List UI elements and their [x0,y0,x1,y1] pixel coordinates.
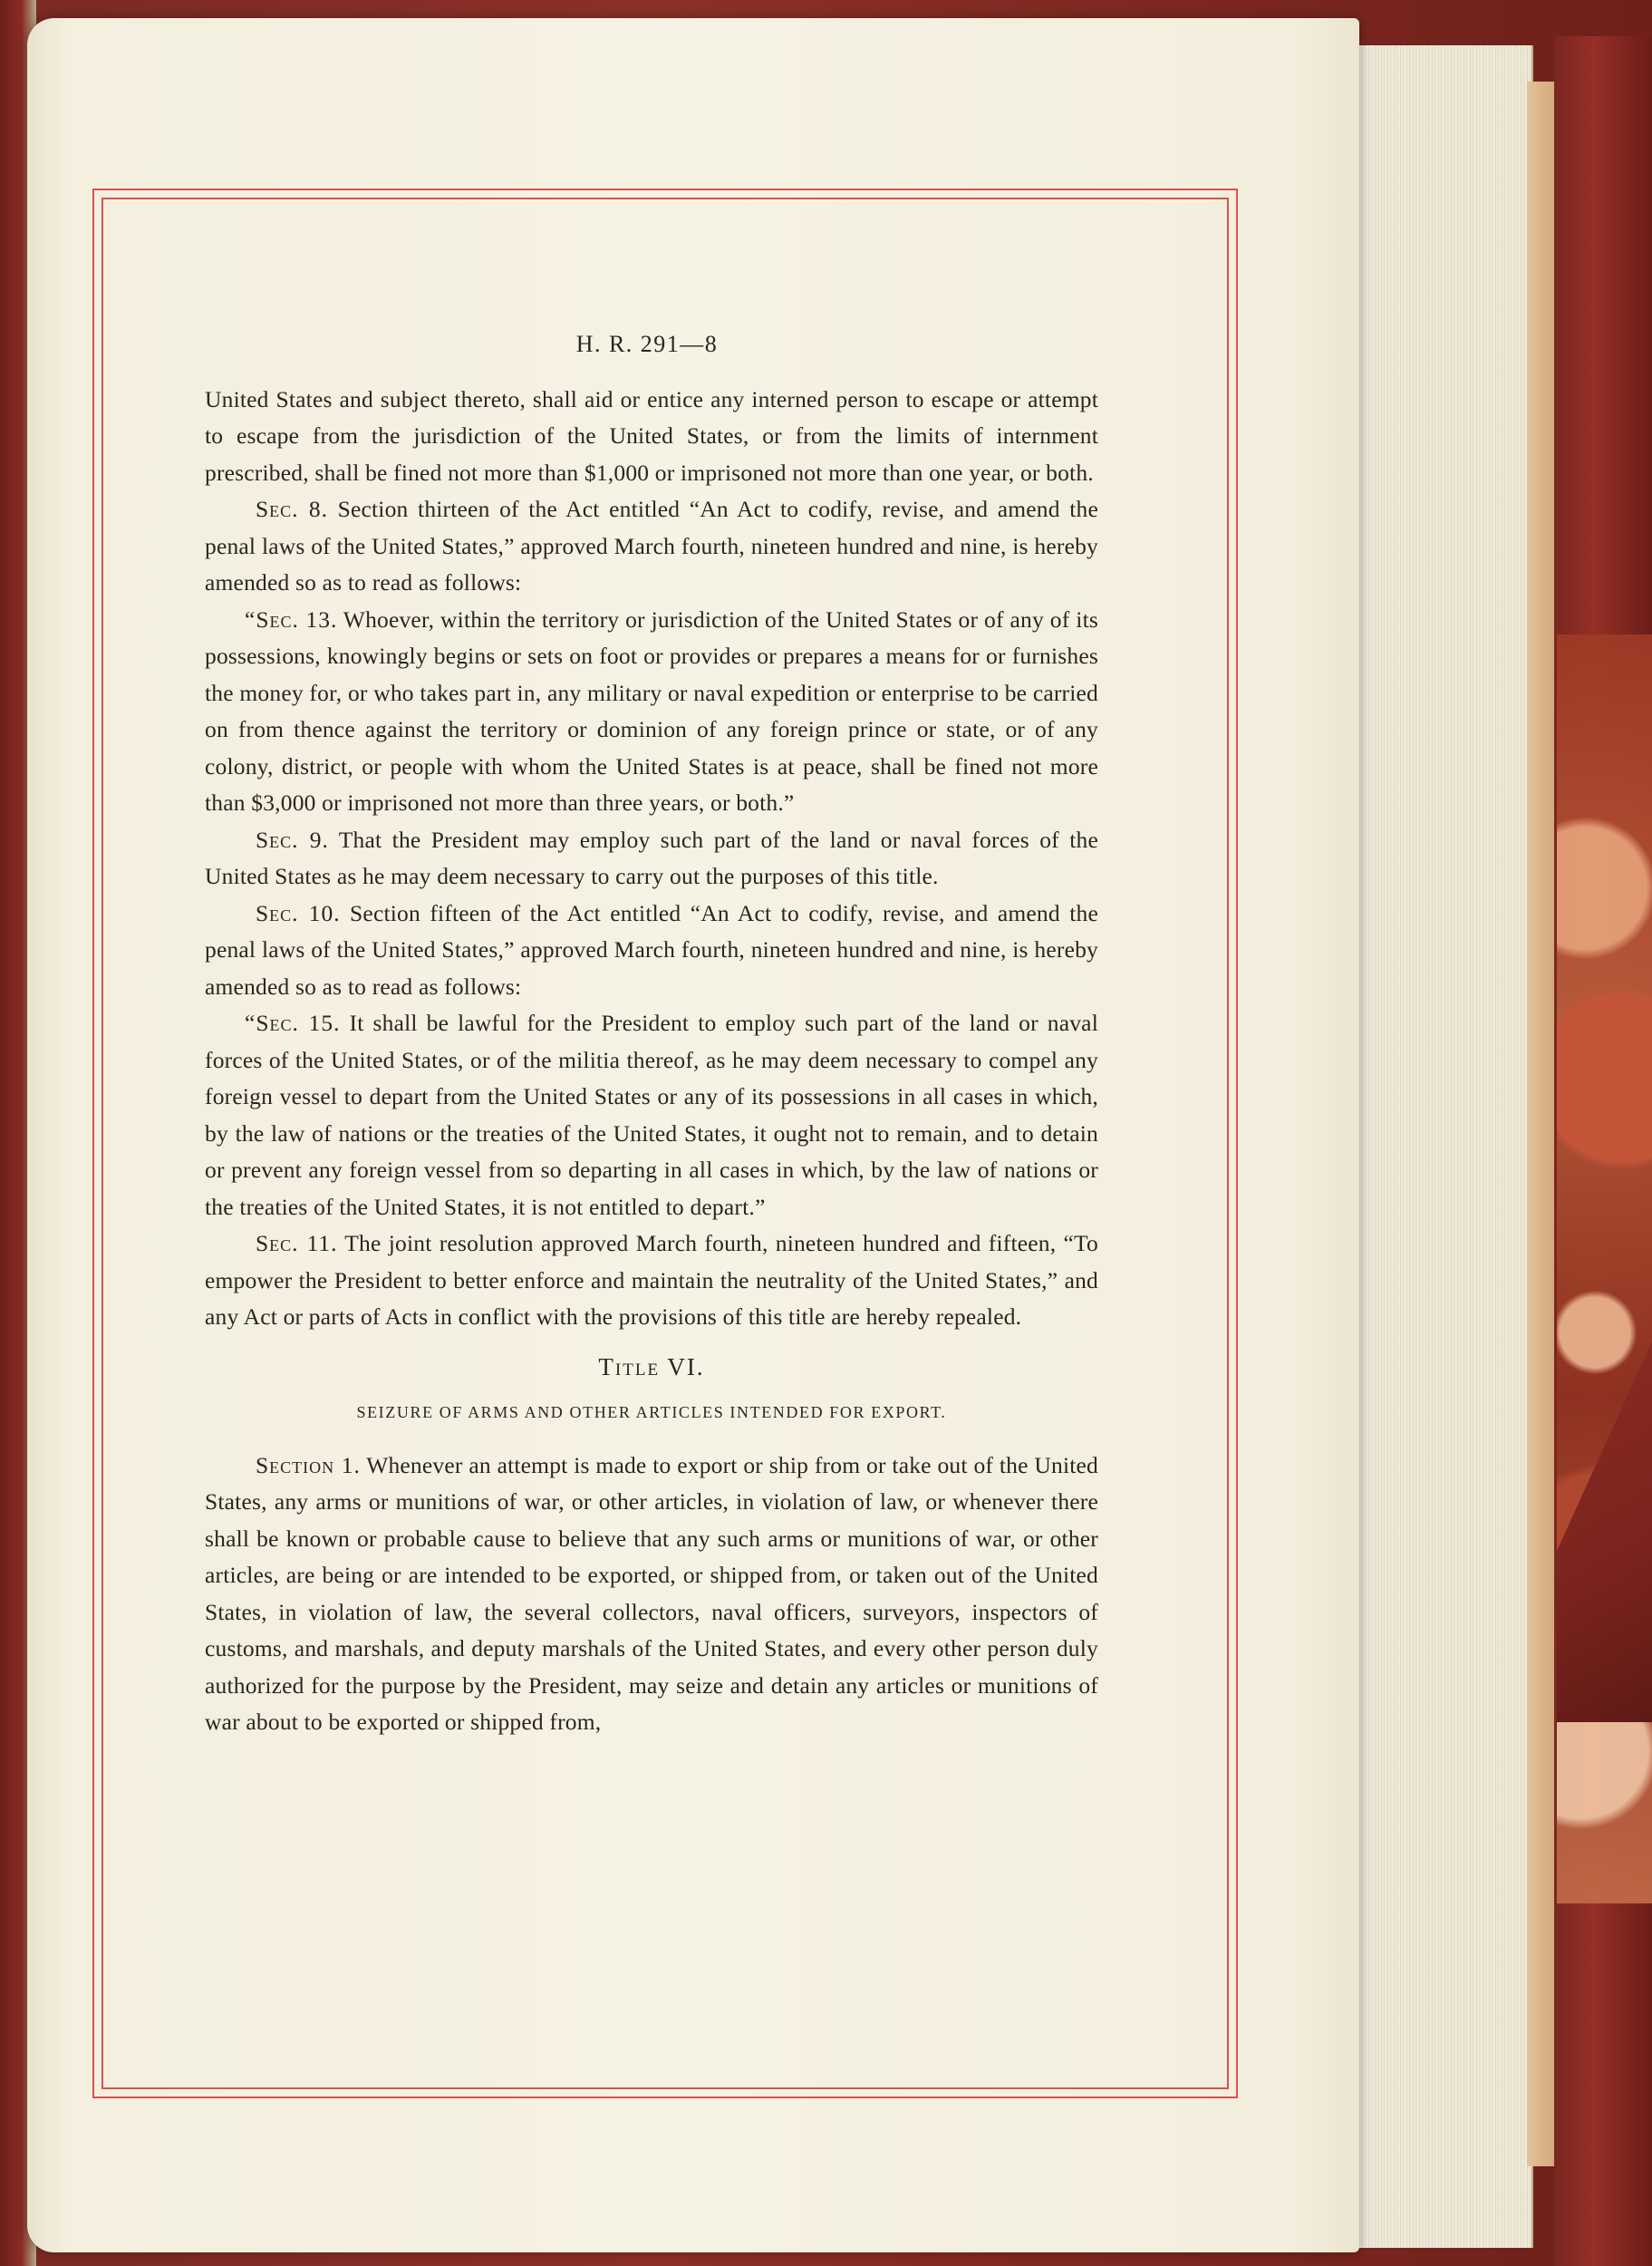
section-13-quote [205,602,1098,822]
paragraph-text: Whenever an attempt is made to export or ship from or take out of the United States, any arms or munitions of war, or other articles, in violation of law, or whenever there shall be known or probable cause to believe that any such arms or munitions of war, or other articles, are being or are intended to be exported, or shipped from, or taken out of the United States, in violation of law, the several collectors, naval officers, surveyors, inspectors of customs, and marshals, and deputy marshals of the United States, and every other person duly authorized for the purpose by the President, may seize and detain any articles or munitions of war about to be exported or shipped from, [205,1451,1098,1735]
section-lead: “Sec. 15. [245,1010,341,1036]
title-subheading: SEIZURE OF ARMS AND OTHER ARTICLES INTENDED FOR EXPORT. [356,1403,947,1421]
section-lead: Sec. 11. [256,1230,338,1256]
paragraph-text: The joint resolution approved March fourth, nineteen hundred and fifteen, “To empower the President to better enforce and maintain the neutrality of the United States,” and any Act or parts of Acts in conflict with the provisions of this title are hereby repealed. [205,1230,1098,1330]
paragraph-text: It shall be lawful for the President to employ such part of the land or naval forces of the United States, or of the militia thereof, as he may deem necessary to compel any foreign vessel to depart from the United States or any of its possessions in all cases in which, by the law of nations or the treaties of the United States, it ought not to remain, and to detain or prevent any foreign vessel from so departing in all cases in which, by the law of nations or the treaties of the United States, it is not entitled to depart.” [205,1010,1098,1220]
section-8-paragraph [205,491,1098,602]
section-11-paragraph [205,1225,1098,1336]
paragraph-text: Section thirteen of the Act entitled “An Act to codify, revise, and amend the penal laws of the United States,” approved March fourth, nineteen hundred and nine, is hereby amended so as to read as follows: [205,496,1099,596]
section-10-paragraph [205,896,1098,1006]
section-lead: “Sec. 13. [245,605,338,633]
running-head: H. R. 291—8 [575,331,719,357]
section-lead: Section 1. [256,1451,361,1478]
title-heading: Title VI. [598,1352,705,1380]
page-edges [1350,45,1533,2248]
section-9-paragraph [205,822,1098,896]
section-15-quote [205,1005,1098,1225]
paragraph-text: United States and subject thereto, shall aid or entice any interned person to escape or attempt to escape from the jurisdiction of the United States, or from the limits of internment prescribed, shall be fined not more than $1,000 or imprisoned not more than one year, or both. [205,385,1098,486]
paragraph-text: That the President may employ such part of the land or naval forces of the United States as he may deem necessary to carry out the purposes of this title. [205,826,1098,889]
section-lead: Sec. 9. [256,826,329,853]
paragraph-continued [205,382,1098,492]
gilt-fore-edge [1527,82,1554,2166]
section-lead: Sec. 10. [256,899,341,926]
section-1-paragraph [205,1448,1098,1741]
paragraph-text: Section fifteen of the Act entitled “An Act to codify, revise, and amend the penal laws of the United States,” approved March fourth, nineteen hundred and nine, is hereby amended so as to read as follows: [205,899,1098,1000]
page-text-block [205,326,1098,1741]
paragraph-text: Whoever, within the territory or jurisdiction of the United States or of any of its possessions, knowingly begins or sets on foot or provides or prepares a means for or furnishes the money for, or who takes part in, any military or naval expedition or enterprise to be carried on from thence against the territory or dominion of any foreign prince or state, or of any colony, district, or people with whom the United States is at peace, shall be fined not more than $3,000 or imprisoned not more than three years, or both.” [205,605,1098,816]
section-lead: Sec. 8. [256,496,329,522]
book-page [27,18,1359,2252]
